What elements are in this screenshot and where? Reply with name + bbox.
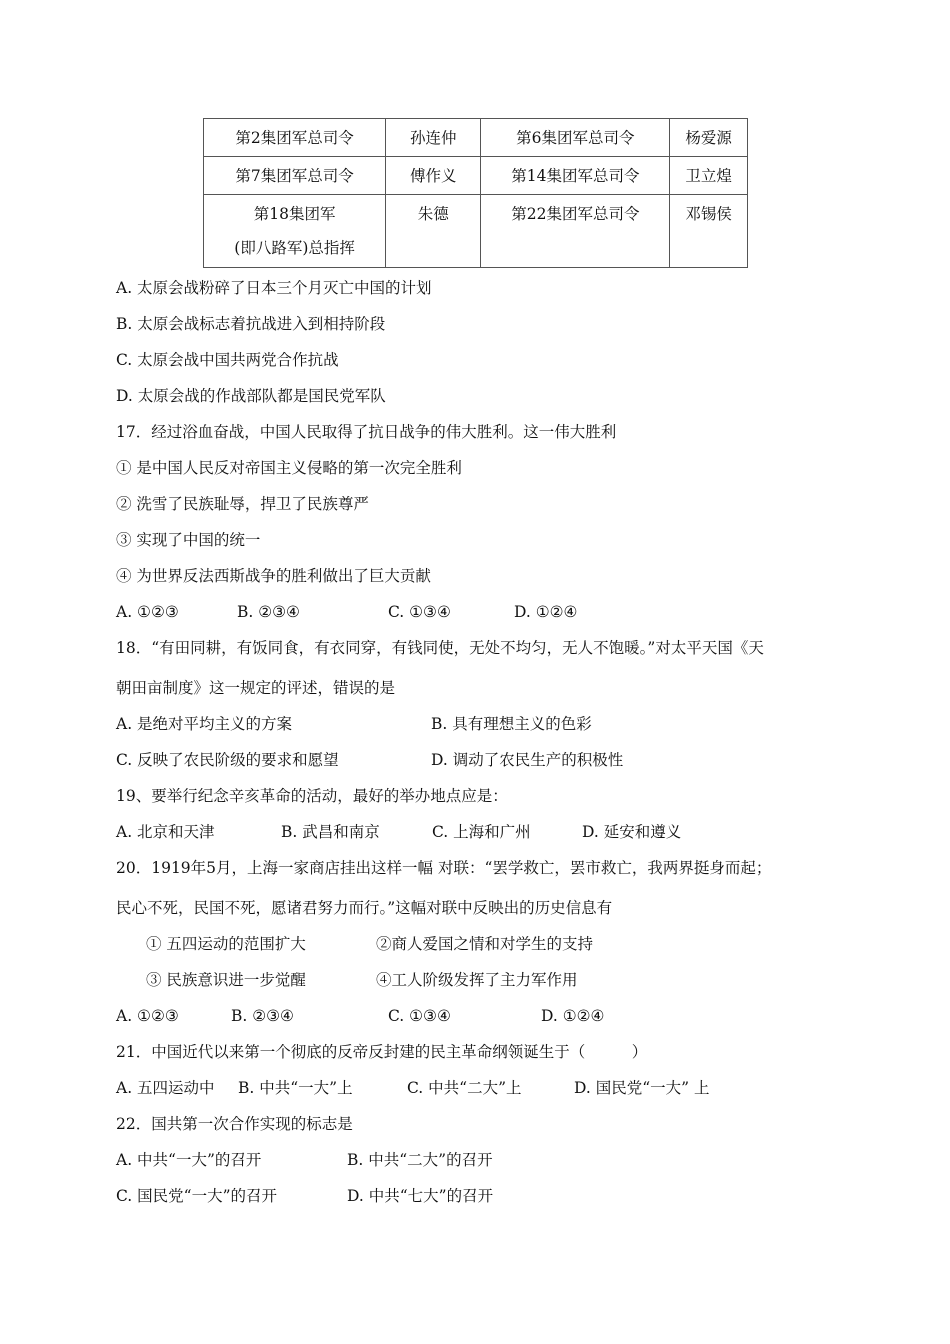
table-cell [204,195,386,268]
q18-option-b: B. 具有理想主义的色彩 [431,715,592,733]
table-cell: 第2集团军总司令 [204,119,386,157]
q22-option-c: C. 国民党“一大”的召开 [116,1187,278,1205]
table-cell: 杨爱源 [670,119,748,157]
q21-option-c: C. 中共“二大”上 [407,1079,522,1097]
q18-option-d: D. 调动了农民生产的积极性 [431,751,624,769]
q20-item-3: ③ 民族意识进一步觉醒 [146,971,306,989]
table-cell: 第6集团军总司令 [481,119,670,157]
table-cell: 傅作义 [386,157,481,195]
q19-stem: 19、要举行纪念辛亥革命的活动，最好的举办地点应是： [116,787,508,805]
table-cell: 孙连仲 [386,119,481,157]
q22-stem: 22．国共第一次合作实现的标志是 [116,1115,353,1133]
q21-option-d: D. 国民党“一大” 上 [574,1079,710,1097]
cell-line: 第18集团军 [253,205,336,223]
q19-option-b: B. 武昌和南京 [281,823,380,841]
q17-item-2: ② 洗雪了民族耻辱，捍卫了民族尊严 [116,495,369,513]
q18-stem-line2: 朝田亩制度》这一规定的评述，错误的是 [116,679,396,697]
q16-option-d: D. 太原会战的作战部队都是国民党军队 [116,387,386,405]
q20-stem-line2: 民心不死，民国不死，愿诸君努力而行。”这幅对联中反映出的历史信息有 [116,899,613,917]
q21-option-a: A. 五四运动中 [116,1079,215,1097]
cell-line: (即八路军)总指挥 [234,239,355,257]
q18-option-c: C. 反映了农民阶级的要求和愿望 [116,751,339,769]
q17-stem: 17．经过浴血奋战，中国人民取得了抗日战争的伟大胜利。这一伟大胜利 [116,423,617,441]
q16-option-c: C. 太原会战中国共两党合作抗战 [116,351,339,369]
q20-item-1: ① 五四运动的范围扩大 [146,935,306,953]
table-cell: 第7集团军总司令 [204,157,386,195]
q21-option-b: B. 中共“一大”上 [238,1079,353,1097]
q17-option-c: C. ①③④ [388,603,451,621]
q17-item-1: ① 是中国人民反对帝国主义侵略的第一次完全胜利 [116,459,462,477]
table-cell: 朱德 [386,195,481,268]
q20-option-a: A. ①②③ [116,1007,179,1025]
table-cell: 邓锡侯 [670,195,748,268]
table-row [204,157,748,195]
q22-option-d: D. 中共“七大”的召开 [347,1187,494,1205]
q16-option-a: A. 太原会战粉碎了日本三个月灭亡中国的计划 [116,279,432,297]
q17-item-3: ③ 实现了中国的统一 [116,531,261,549]
q17-option-a: A. ①②③ [116,603,179,621]
table-cell: 第22集团军总司令 [481,195,670,268]
commanders-table [203,118,748,268]
table-row [204,119,748,157]
q20-item-2: ②商人爱国之情和对学生的支持 [376,935,594,953]
q17-option-b: B. ②③④ [237,603,300,621]
q17-option-d: D. ①②④ [514,603,578,621]
q20-option-b: B. ②③④ [231,1007,294,1025]
q22-option-a: A. 中共“一大”的召开 [116,1151,262,1169]
q20-item-4: ④工人阶级发挥了主力军作用 [376,971,578,989]
table-cell: 第14集团军总司令 [481,157,670,195]
q17-item-4: ④ 为世界反法西斯战争的胜利做出了巨大贡献 [116,567,431,585]
q20-option-d: D. ①②④ [541,1007,605,1025]
q16-option-b: B. 太原会战标志着抗战进入到相持阶段 [116,315,386,333]
q20-option-c: C. ①③④ [388,1007,451,1025]
q18-stem-line1: 18．“有田同耕，有饭同食，有衣同穿，有钱同使，无处不均匀，无人不饱暖。”对太平天国《天 [116,639,764,657]
q20-stem-line1: 20．1919年5月，上海一家商店挂出这样一幅 对联：“罢学救亡，罢市救亡，我两界挺身而起； [116,859,772,877]
table-cell: 卫立煌 [670,157,748,195]
q18-option-a: A. 是绝对平均主义的方案 [116,715,293,733]
table-row [204,195,748,268]
q19-option-d: D. 延安和遵义 [582,823,682,841]
q21-stem: 21．中国近代以来第一个彻底的反帝反封建的民主革命纲领诞生于（ ） [116,1043,648,1061]
q19-option-c: C. 上海和广州 [432,823,531,841]
q22-option-b: B. 中共“二大”的召开 [347,1151,493,1169]
q19-option-a: A. 北京和天津 [116,823,215,841]
